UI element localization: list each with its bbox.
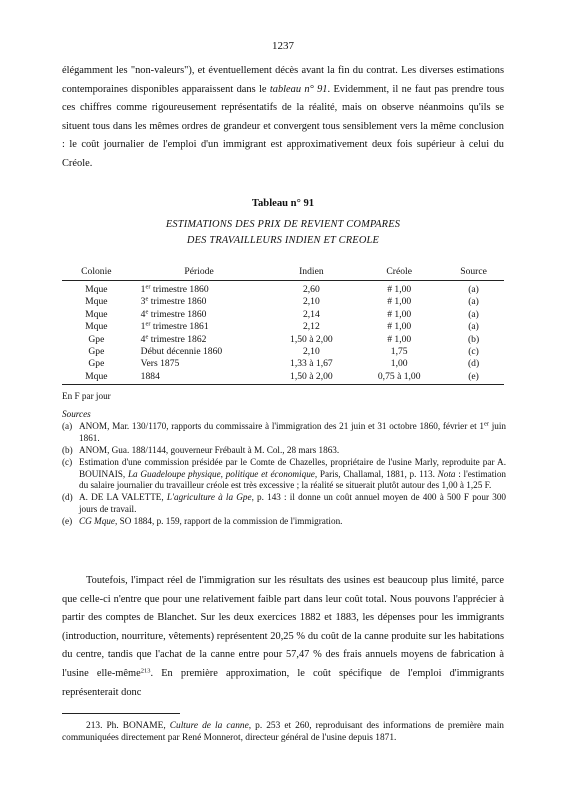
cell-indien: 1,50 à 2,00: [290, 333, 333, 345]
table-row: [62, 321, 504, 333]
table-header-row: [62, 264, 504, 281]
table-subtitle-line-1: ESTIMATIONS DES PRIX DE REVIENT COMPARES: [165, 219, 401, 230]
source-text: [79, 457, 506, 490]
cell-source: (a): [468, 321, 479, 333]
text-run: , p. 143 : il donne un coût annuel moyen de 400 à 500 F pour 300 jours de travail.: [79, 492, 507, 514]
cell-colonie: Mque: [85, 321, 108, 333]
cell-periode: [131, 281, 268, 297]
header-colonie: Colonie: [62, 264, 131, 281]
italic-text: La Guadeloupe physique, politique et économique: [127, 468, 315, 479]
superscript: 213: [140, 667, 151, 675]
table-title: Tableau n° 91: [251, 198, 315, 209]
italic-text: tableau n° 91: [269, 83, 328, 95]
cell-indien: 1,33 à 1,67: [290, 358, 333, 370]
table-subtitle-line-2: DES TRAVAILLEURS INDIEN ET CREOLE: [186, 235, 380, 246]
cell-indien: 2,10: [302, 346, 320, 358]
cell-indien: 2,10: [302, 296, 320, 308]
table-row: [62, 309, 504, 321]
cell-colonie: Mque: [85, 284, 108, 295]
text-run: 1884: [140, 370, 160, 382]
body-paragraph-2: [62, 572, 504, 702]
text-run: Vers 1875: [140, 358, 180, 370]
superscript: er: [145, 320, 151, 328]
source-item: [62, 457, 506, 492]
cell-periode: [131, 346, 268, 358]
text-run: , p. 253 et 260, reproduisant des informations de première main communiquées directement par René Monnerot, directeur général de l'usine depuis 1871.: [62, 721, 504, 744]
cell-creole: # 1,00: [387, 284, 412, 295]
table-body: [62, 281, 504, 385]
footnote-rule: [62, 713, 180, 714]
text-run: . Evidemment, il ne faut pas prendre tous ces chiffres comme rigoureusement représentatifs de la réalité, mais on observe néanmoins qu'ils se situent tous dans les mêmes ordres de grandeur et convergent tous sensiblement vers la même conclusion : le coût journalier de l'emploi d'un immigrant est approximativement deux fois supérieur à celui du Créole.: [62, 83, 504, 169]
italic-text: Culture de la canne: [169, 721, 249, 731]
source-label: (a): [62, 421, 73, 431]
text-run: trimestre 1860: [150, 284, 209, 295]
text-run: trimestre 1860: [148, 308, 207, 320]
cell-creole: # 1,00: [387, 296, 412, 308]
superscript: e: [145, 333, 149, 341]
cell-periode: [131, 358, 268, 370]
text-run: , Paris, Challamal, 1881, p. 113.: [314, 468, 438, 479]
table-row: [62, 281, 504, 297]
footnote-213: [62, 720, 504, 745]
source-text: [79, 516, 342, 526]
cell-creole: 0,75 à 1,00: [355, 371, 443, 385]
table-row: [62, 346, 504, 358]
cell-indien: 1,50 à 2,00: [267, 371, 355, 385]
cell-colonie: Mque: [85, 308, 108, 320]
text-run: Début décennie 1860: [140, 346, 223, 358]
text-run: ANOM, Mar. 130/1170, rapports du commissaire à l'immigration des 21 juin et 31 octobre 1860, février et 1: [79, 421, 484, 431]
source-item: [62, 421, 506, 444]
source-item: [62, 492, 506, 515]
cell-colonie: Mque: [85, 296, 108, 308]
cell-source: (e): [443, 371, 504, 385]
table-header: [62, 264, 504, 281]
cell-source: (a): [468, 296, 479, 308]
source-label: (b): [62, 444, 73, 455]
unit-note: En F par jour: [62, 391, 111, 401]
text-run: A. DE LA VALETTE,: [79, 492, 167, 503]
cell-creole: 1,00: [390, 358, 408, 370]
cell-colonie: Gpe: [88, 358, 105, 370]
source-label: (c): [62, 456, 73, 467]
table-row: [62, 371, 504, 385]
cell-colonie: Gpe: [88, 333, 105, 345]
italic-text: CG Mque: [79, 516, 115, 527]
text-run: 1: [140, 284, 146, 295]
text-run: . En première approximation, le coût spécifique de l'emploi d'immigrants représenterait donc: [62, 667, 505, 698]
text-run: 4: [140, 333, 146, 345]
header-creole: Créole: [355, 264, 443, 281]
sources-heading: Sources: [62, 409, 91, 419]
table-row: [62, 334, 504, 346]
text-run: Toutefois, l'impact réel de l'immigration sur les résultats des usines est beaucoup plus limité, parce que celle-ci n'entre que pour une relativement faible part dans leur coût total. Nous pouvons l'apprécier à partir des comptes de Blanchet. Sur les deux exercices 1882 et 1883, les dépenses pour les immigrants (introduction, nourriture, vêtements) représentent 20,25 % du coût de la canne produite sur les habitations du centre, tandis que l'achat de la canne entre pour 57,47 % des frais annuels moyens de fabrication à l'usine elle-même: [62, 575, 504, 679]
header-source: Source: [443, 264, 504, 281]
source-item: [62, 516, 506, 528]
source-item: [62, 445, 506, 457]
source-label: (e): [62, 516, 73, 527]
cell-source: (a): [468, 284, 479, 295]
source-label: (d): [62, 492, 73, 503]
header-periode: Période: [131, 264, 268, 281]
cell-creole: # 1,00: [387, 321, 412, 333]
cell-periode: [131, 334, 268, 346]
text-run: , SO 1884, p. 159, rapport de la commission de l'immigration.: [114, 516, 343, 527]
cell-creole: # 1,00: [387, 333, 412, 345]
text-run: 1: [140, 321, 146, 333]
superscript: er: [145, 283, 151, 291]
text-run: trimestre 1862: [148, 333, 207, 345]
sources-list: [62, 421, 506, 528]
cell-colonie: Mque: [62, 371, 131, 385]
text-run: 4: [140, 308, 146, 320]
text-run: trimestre 1861: [150, 321, 209, 333]
table-row: [62, 358, 504, 370]
text-run: élégamment les "non-valeurs"), et éventuellement décès avant la fin du contrat. Les diverses estimations contemporaines disponibles apparaissent dans le: [62, 65, 504, 95]
text-run: juin 1861.: [79, 421, 506, 443]
cell-creole: # 1,00: [387, 308, 412, 320]
superscript: e: [145, 308, 149, 316]
cell-source: (b): [467, 333, 480, 345]
source-text: [79, 421, 506, 443]
text-run: 213. Ph. BONAME,: [86, 721, 170, 731]
source-text: [79, 445, 339, 455]
text-run: Estimation d'une commission présidée par le Comte de Chazelles, propriétaire de l'usine Marly, reproduite par A. BOUINAIS,: [79, 456, 506, 479]
cell-indien: 2,12: [302, 321, 320, 333]
text-run: : l'estimation du salaire journalier du travailleur créole est très excessive ; la réalité se situerait plutôt autour des 1,00 à 1,25 F.: [79, 468, 507, 491]
table-row: [62, 296, 504, 308]
cell-source: (a): [468, 308, 479, 320]
cell-periode: [131, 296, 268, 308]
source-text: [79, 492, 506, 514]
superscript: er: [483, 420, 489, 428]
cell-source: (c): [468, 346, 479, 358]
italic-text: L'agriculture à la Gpe: [166, 492, 252, 503]
cell-colonie: Gpe: [88, 346, 105, 358]
header-indien: Indien: [267, 264, 355, 281]
body-paragraph-1: [62, 62, 504, 174]
cell-source: (d): [467, 358, 480, 370]
italic-text: Nota: [437, 468, 456, 479]
text-run: ANOM, Gua. 188/1144, gouverneur Frébault à M. Col., 28 mars 1863.: [79, 444, 340, 455]
text-run: trimestre 1860: [148, 296, 207, 308]
page-number: 1237: [272, 40, 294, 52]
cell-creole: 1,75: [390, 346, 408, 358]
cost-comparison-table: [62, 264, 504, 385]
cell-indien: 2,14: [302, 308, 320, 320]
cell-indien: 2,60: [302, 284, 320, 295]
cell-periode: [131, 371, 268, 385]
superscript: e: [145, 295, 149, 303]
cell-periode: [131, 309, 268, 321]
cell-periode: [131, 321, 268, 333]
text-run: 3: [140, 296, 146, 308]
